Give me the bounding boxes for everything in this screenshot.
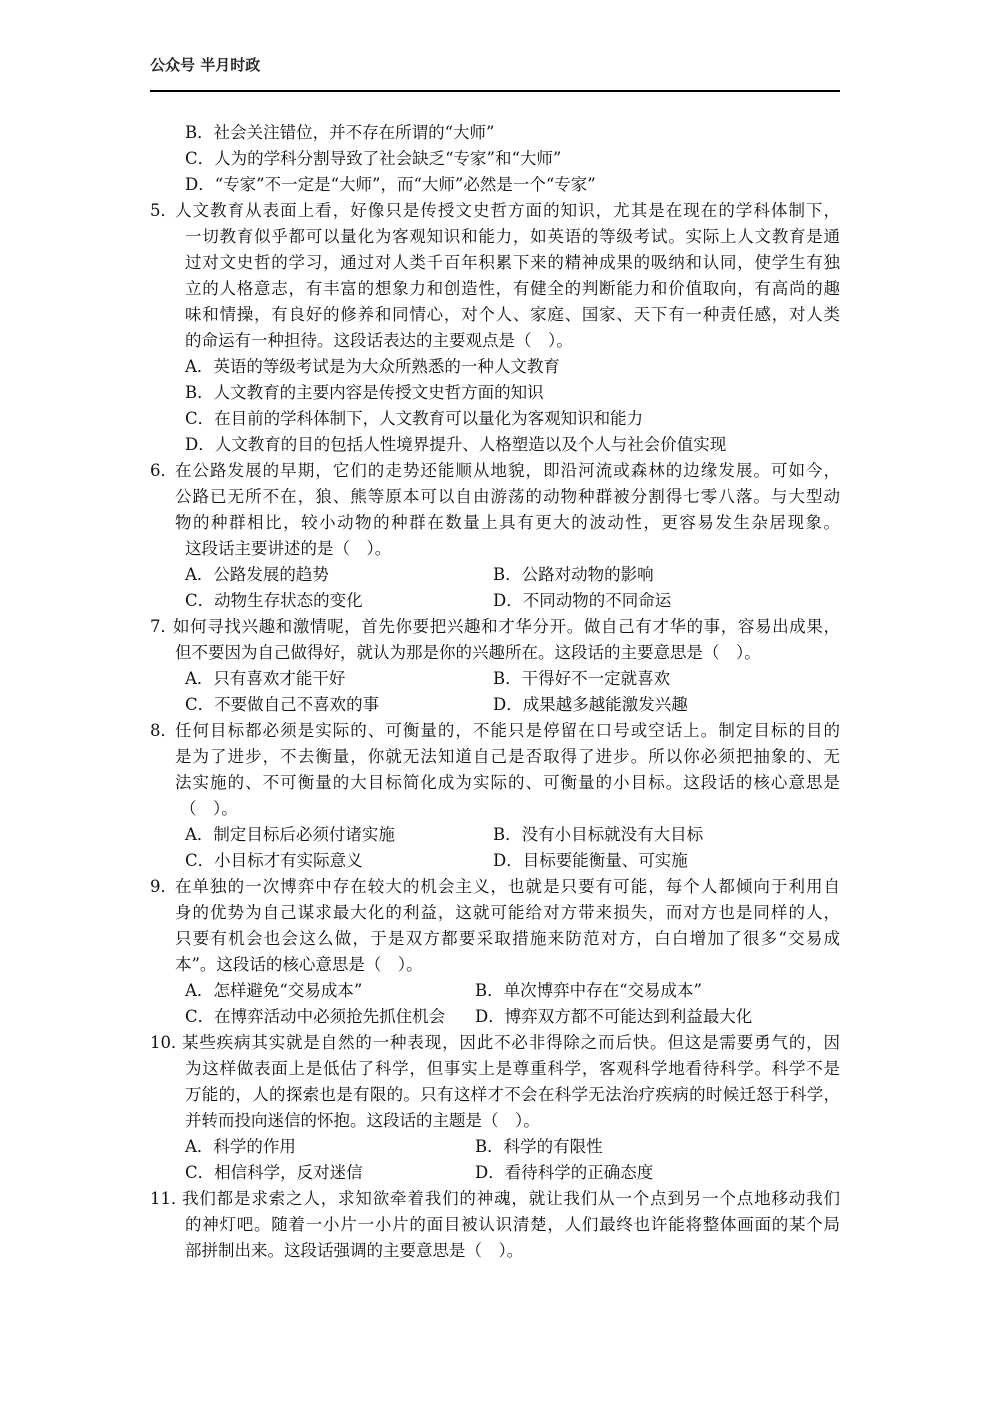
question-text: 部拼制出来。这段话强调的主要意思是（ ）。 bbox=[185, 1241, 524, 1260]
question-line bbox=[0, 718, 991, 744]
question-line bbox=[0, 1108, 991, 1134]
question-text: 立的人格意志，有丰富的想象力和创造性，有健全的判断能力和价值取向，有高尚的趣 bbox=[185, 279, 840, 298]
option-text: A．只有喜欢才能干好 bbox=[185, 669, 346, 688]
option-text: B．人文教育的主要内容是传授文史哲方面的知识 bbox=[185, 383, 544, 402]
question-text: 但不要因为自己做得好，就认为那是你的兴趣所在。这段话的主要意思是（ ）。 bbox=[175, 643, 761, 662]
option-text: C．在博弈活动中必须抢先抓住机会 bbox=[185, 1007, 446, 1026]
question-line bbox=[0, 1030, 991, 1056]
question-line bbox=[0, 874, 991, 900]
option-line bbox=[0, 120, 991, 146]
option-text: A．制定目标后必须付诸实施 bbox=[185, 825, 395, 844]
option-text: C．不要做自己不喜欢的事 bbox=[185, 695, 380, 714]
question-text: 只要有机会也会这么做，于是双方都要采取措施来防范对方，白白增加了很多“交易成 bbox=[175, 929, 840, 948]
option-text: C．人为的学科分割导致了社会缺乏“专家”和“大师” bbox=[185, 149, 562, 168]
question-line bbox=[0, 510, 991, 536]
question-number: 9． bbox=[150, 877, 177, 896]
question-text: 在公路发展的早期，它们的走势还能顺从地貌，即沿河流或森林的边缘发展。可如今， bbox=[175, 461, 840, 480]
option-row bbox=[0, 978, 991, 1004]
option-line bbox=[0, 406, 991, 432]
option-text: A．怎样避免“交易成本” bbox=[185, 981, 363, 1000]
question-line bbox=[0, 952, 991, 978]
question-text: 公路已无所不在，狼、熊等原本可以自由游荡的动物种群被分割得七零八落。与大型动 bbox=[175, 487, 840, 506]
option-text: D．不同动物的不同命运 bbox=[493, 591, 672, 610]
question-text: 法实施的、不可衡量的大目标简化成为实际的、可衡量的小目标。这段话的核心意思是 bbox=[175, 773, 840, 792]
option-text: C．小目标才有实际意义 bbox=[185, 851, 363, 870]
question-text: 任何目标都必须是实际的、可衡量的，不能只是停留在口号或空话上。制定目标的目的 bbox=[175, 721, 840, 740]
option-text: B．社会关注错位，并不存在所谓的“大师” bbox=[185, 123, 495, 142]
question-line bbox=[0, 302, 991, 328]
question-number: 8． bbox=[150, 721, 177, 740]
option-text: C．动物生存状态的变化 bbox=[185, 591, 363, 610]
question-line bbox=[0, 484, 991, 510]
question-text: 某些疾病其实就是自然的一种表现，因此不必非得除之而后快。但这是需要勇气的，因 bbox=[182, 1033, 840, 1052]
option-row bbox=[0, 1004, 991, 1030]
question-line bbox=[0, 1056, 991, 1082]
option-text: D．成果越多越能激发兴趣 bbox=[493, 695, 688, 714]
option-text: C．相信科学，反对迷信 bbox=[185, 1163, 363, 1182]
option-row bbox=[0, 666, 991, 692]
option-line bbox=[0, 432, 991, 458]
question-line bbox=[0, 1212, 991, 1238]
option-row bbox=[0, 692, 991, 718]
question-text: 本”。这段话的核心意思是（ ）。 bbox=[175, 955, 423, 974]
option-text: A．英语的等级考试是为大众所熟悉的一种人文教育 bbox=[185, 357, 560, 376]
question-number: 5． bbox=[150, 201, 177, 220]
option-text: D．人文教育的目的包括人性境界提升、人格塑造以及个人与社会价值实现 bbox=[185, 435, 727, 454]
question-line bbox=[0, 640, 991, 666]
option-text: B．科学的有限性 bbox=[475, 1137, 603, 1156]
question-text: 是为了进步，不去衡量，你就无法知道自己是否取得了进步。所以你必须把抽象的、无 bbox=[175, 747, 840, 766]
document-body bbox=[0, 120, 991, 1264]
option-row bbox=[0, 1160, 991, 1186]
question-line bbox=[0, 458, 991, 484]
question-text: 在单独的一次博弈中存在较大的机会主义，也就是只要有可能，每个人都倾向于利用自 bbox=[175, 877, 840, 896]
header-title: 公众号 半月时政 bbox=[150, 56, 261, 74]
option-text: D．看待科学的正确态度 bbox=[475, 1163, 654, 1182]
question-line bbox=[0, 900, 991, 926]
option-row bbox=[0, 822, 991, 848]
question-number: 7． bbox=[150, 617, 177, 636]
question-line bbox=[0, 796, 991, 822]
question-text: 过对文史哲的学习，通过对人类千百年积累下来的精神成果的吸纳和认同，使学生有独 bbox=[185, 253, 840, 272]
option-text: D．目标要能衡量、可实施 bbox=[493, 851, 688, 870]
question-text: 为这样做表面上是低估了科学，但事实上是尊重科学，客观科学地看待科学。科学不是 bbox=[185, 1059, 840, 1078]
question-text: 万能的，人的探索也是有限的。只有这样才不会在科学无法治疗疾病的时候迁怒于科学， bbox=[185, 1085, 840, 1104]
question-line bbox=[0, 250, 991, 276]
question-line bbox=[0, 614, 991, 640]
question-text: （ ）。 bbox=[180, 799, 238, 818]
question-line bbox=[0, 224, 991, 250]
question-line bbox=[0, 1238, 991, 1264]
option-text: B．公路对动物的影响 bbox=[493, 565, 654, 584]
option-line bbox=[0, 380, 991, 406]
question-line bbox=[0, 328, 991, 354]
option-text: A．公路发展的趋势 bbox=[185, 565, 329, 584]
question-number: 11． bbox=[150, 1189, 188, 1208]
option-line bbox=[0, 172, 991, 198]
header-divider bbox=[150, 90, 840, 92]
option-row bbox=[0, 562, 991, 588]
question-text: 这段话主要讲述的是（ ）。 bbox=[185, 539, 392, 558]
question-number: 6． bbox=[150, 461, 177, 480]
option-text: B．单次博弈中存在“交易成本” bbox=[475, 981, 702, 1000]
question-line bbox=[0, 770, 991, 796]
question-line bbox=[0, 276, 991, 302]
question-text: 我们都是求索之人，求知欲牵着我们的神魂，就让我们从一个点到另一个点地移动我们 bbox=[182, 1189, 840, 1208]
question-number: 10． bbox=[150, 1033, 188, 1052]
question-line bbox=[0, 1082, 991, 1108]
question-text: 的神灯吧。随着一小片一小片的面目被认识清楚，人们最终也许能将整体画面的某个局 bbox=[185, 1215, 840, 1234]
option-line bbox=[0, 146, 991, 172]
question-line bbox=[0, 926, 991, 952]
option-text: B．干得好不一定就喜欢 bbox=[493, 669, 671, 688]
question-text: 人文教育从表面上看，好像只是传授文史哲方面的知识，尤其是在现在的学科体制下， bbox=[175, 201, 840, 220]
question-text: 并转而投向迷信的怀抱。这段话的主题是（ ）。 bbox=[185, 1111, 540, 1130]
option-text: D．“专家”不一定是“大师”，而“大师”必然是一个“专家” bbox=[185, 175, 596, 194]
question-text: 身的优势为自己谋求最大化的利益，这就可能给对方带来损失，而对方也是同样的人， bbox=[175, 903, 840, 922]
question-line bbox=[0, 1186, 991, 1212]
question-text: 物的种群相比，较小动物的种群在数量上具有更大的波动性，更容易发生杂居现象。 bbox=[175, 513, 840, 532]
question-text: 的命运有一种担待。这段话表达的主要观点是（ ）。 bbox=[185, 331, 573, 350]
question-text: 味和情操，有良好的修养和同情心，对个人、家庭、国家、天下有一种责任感，对人类 bbox=[185, 305, 840, 324]
question-text: 如何寻找兴趣和激情呢，首先你要把兴趣和才华分开。做自己有才华的事，容易出成果， bbox=[173, 617, 840, 636]
option-text: C．在目前的学科体制下，人文教育可以量化为客观知识和能力 bbox=[185, 409, 644, 428]
question-line bbox=[0, 744, 991, 770]
option-text: A．科学的作用 bbox=[185, 1137, 296, 1156]
option-text: B．没有小目标就没有大目标 bbox=[493, 825, 704, 844]
option-row bbox=[0, 1134, 991, 1160]
question-text: 一切教育似乎都可以量化为客观知识和能力，如英语的等级考试。实际上人文教育是通 bbox=[185, 227, 840, 246]
option-text: D．博弈双方都不可能达到利益最大化 bbox=[475, 1007, 753, 1026]
question-line bbox=[0, 536, 991, 562]
question-line bbox=[0, 198, 991, 224]
option-row bbox=[0, 848, 991, 874]
option-row bbox=[0, 588, 991, 614]
option-line bbox=[0, 354, 991, 380]
